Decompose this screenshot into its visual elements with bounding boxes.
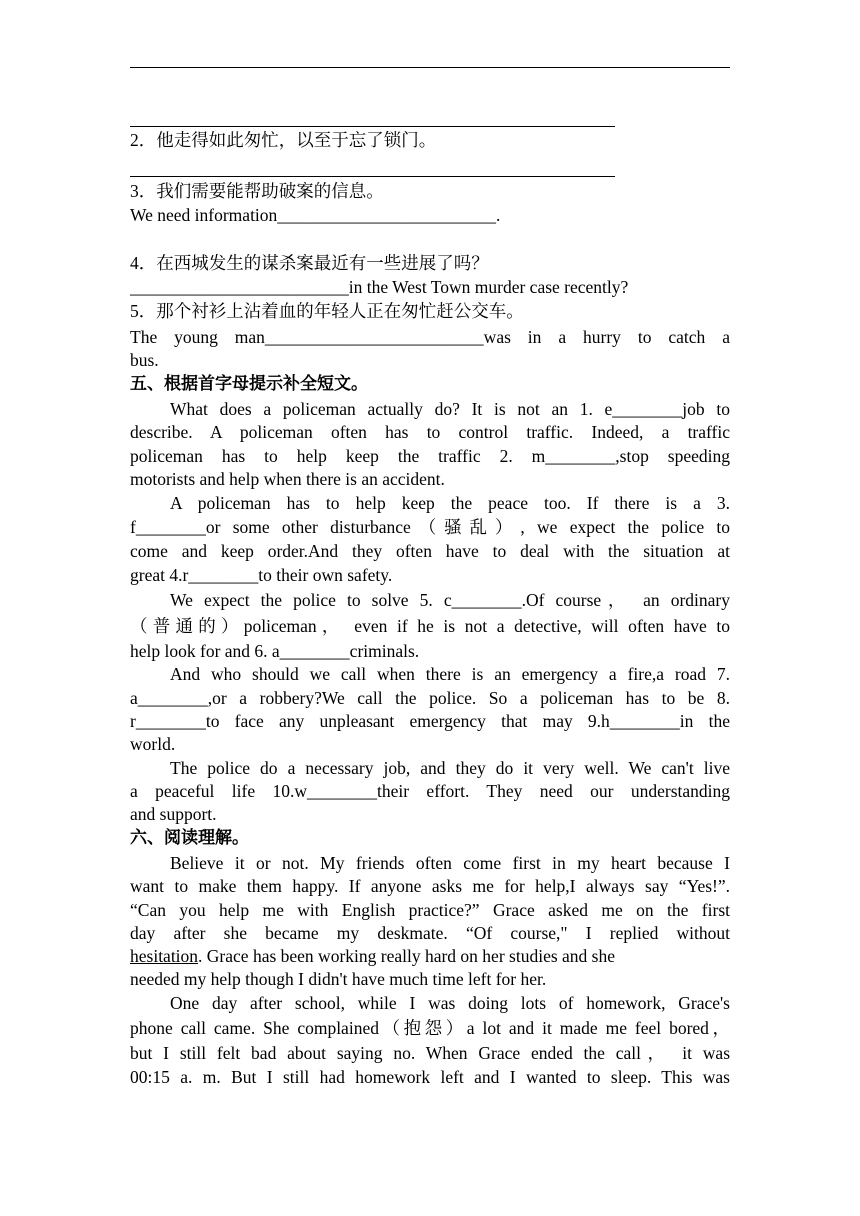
question-5-english: The young man_________________________was in a hurry to catch a: [130, 327, 730, 347]
passage-line: help look for and 6. a________criminals.: [130, 641, 420, 661]
top-rule: [130, 67, 730, 68]
reading-line: but I still felt bad about saying no. When Grace ended the call， it was: [130, 1043, 730, 1063]
question-4: 4．在西城发生的谋杀案最近有一些进展了吗？: [130, 253, 489, 273]
passage-line: A policeman has to help keep the peace too. If there is a 3.: [170, 493, 730, 513]
answer-line-1: [130, 126, 615, 127]
reading-line: needed my help though I didn't have much time left for her.: [130, 969, 547, 989]
passage-line: And who should we call when there is an emergency a fire,a road 7.: [170, 664, 730, 684]
passage-line: The police do a necessary job, and they do it very well. We can't live: [170, 758, 730, 778]
passage-line: great 4.r________to their own safety.: [130, 565, 393, 585]
question-5: 5．那个衬衫上沾着血的年轻人正在匆忙赶公交车。: [130, 301, 524, 321]
reading-line: phone call came. She complained（抱怨）a lot and it made me feel bored，: [130, 1018, 730, 1038]
underlined-word: hesitation: [130, 946, 199, 966]
passage-line: motorists and help when there is an accident.: [130, 469, 445, 489]
reading-line: “Can you help me with English practice?” Grace asked me on the first: [130, 900, 730, 920]
reading-text: . Grace has been working really hard on her studies and she: [198, 946, 615, 966]
passage-line: We expect the police to solve 5. c________.Of course， an ordinary: [170, 590, 730, 610]
passage-line: a________,or a robbery?We call the police. So a policeman has to be 8.: [130, 688, 730, 708]
passage-line: world.: [130, 734, 176, 754]
reading-line: 00:15 a. m. But I still had homework left and I wanted to sleep. This was: [130, 1067, 730, 1087]
passage-line: （普通的）policeman， even if he is not a detective, will often have to: [130, 616, 730, 636]
passage-line: policeman has to help keep the traffic 2. m________,stop speeding: [130, 446, 730, 466]
question-3-english: We need information_________________________.: [130, 205, 501, 225]
passage-line: describe. A policeman often has to control traffic. Indeed, a traffic: [130, 422, 730, 442]
section-6-heading: 六、阅读理解。: [130, 828, 249, 848]
question-2: 2．他走得如此匆忙，以至于忘了锁门。: [130, 130, 437, 150]
passage-line: r________to face any unpleasant emergency that may 9.h________in the: [130, 711, 730, 731]
passage-line: come and keep order.And they often have to deal with the situation at: [130, 541, 730, 561]
passage-line: What does a policeman actually do? It is not an 1. e________job to: [170, 399, 730, 419]
reading-line-with-underline: [130, 945, 730, 968]
question-4-english: _________________________in the West Town murder case recently?: [130, 277, 629, 297]
question-3: 3．我们需要能帮助破案的信息。: [130, 181, 384, 201]
reading-line: day after she became my deskmate. “Of course," I replied without: [130, 923, 730, 943]
question-5-english-cont: bus.: [130, 350, 159, 370]
reading-line: Believe it or not. My friends often come first in my heart because I: [170, 853, 730, 873]
passage-line: f________or some other disturbance（骚乱）, we expect the police to: [130, 517, 730, 537]
passage-line: and support.: [130, 804, 217, 824]
reading-line: One day after school, while I was doing lots of homework, Grace's: [170, 993, 730, 1013]
section-5-heading: 五、根据首字母提示补全短文。: [130, 374, 368, 394]
reading-line: want to make them happy. If anyone asks me for help,I always say “Yes!”.: [130, 876, 730, 896]
answer-line-2: [130, 176, 615, 177]
passage-line: a peaceful life 10.w________their effort. They need our understanding: [130, 781, 730, 801]
